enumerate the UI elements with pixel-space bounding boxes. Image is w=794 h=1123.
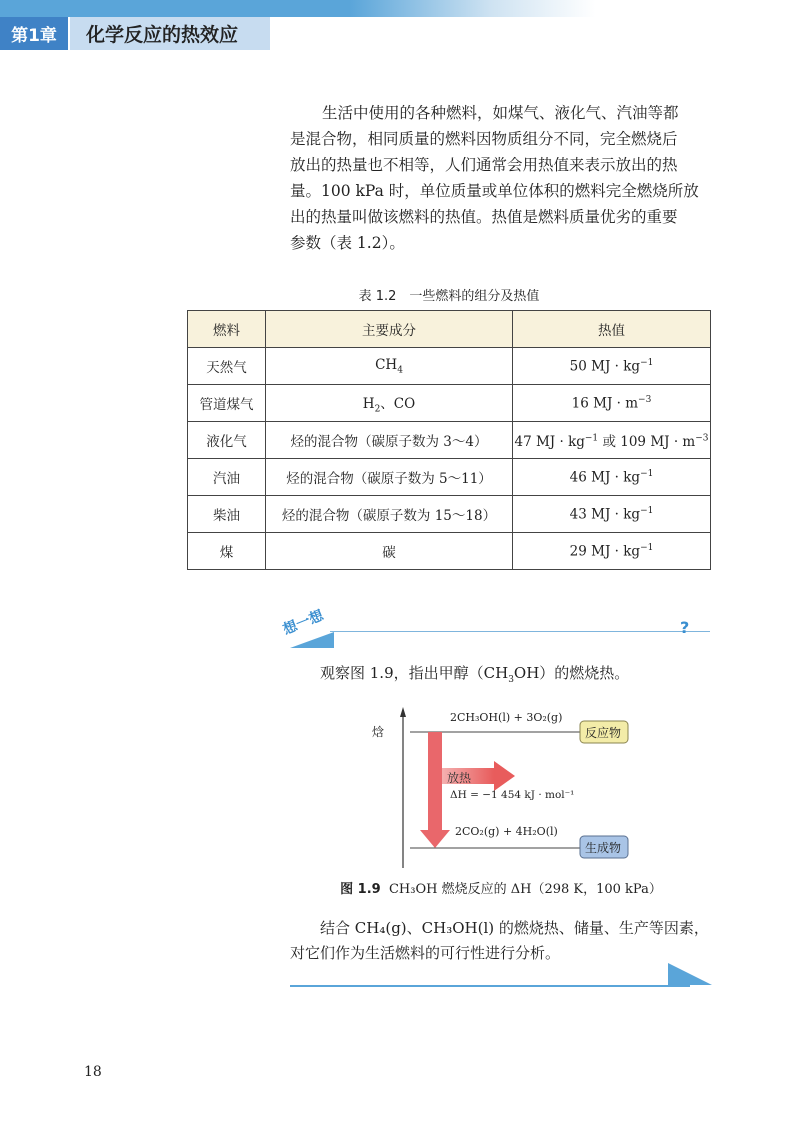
cell-text: 43 MJ · kg [569,506,641,523]
component-cell [266,459,513,496]
fuel-cell: 液化气 [188,422,266,459]
column-header: 热值 [513,311,711,348]
table-row [188,496,711,533]
header-band [0,0,794,17]
cell-text: 4 [397,365,403,376]
cell-text: 2 [374,404,381,415]
cell-text: 烃的混合物（碳原子数为 5～11） [286,471,492,487]
section-end-arrow [668,963,712,985]
chapter-label: 第1章 [0,17,68,50]
table-row [188,385,711,422]
component-cell [266,533,513,570]
page-number: 18 [84,1064,102,1080]
fuel-cell: 柴油 [188,496,266,533]
products-formula: 2CO₂(g) + 4H₂O(l) [455,825,558,838]
cell-text: 50 MJ · kg [569,358,641,375]
value-cell [513,459,711,496]
subscript: 3 [508,675,514,685]
fuel-cell: 汽油 [188,459,266,496]
table-row [188,533,711,570]
cell-text: 烃的混合物（碳原子数为 3～4） [290,434,488,450]
cell-text: −3 [638,394,652,405]
heat-label: 放热 [447,771,472,785]
text-line: 对它们作为生活燃料的可行性进行分析。 [290,944,561,962]
think-badge: 想一想 [280,607,326,639]
table-row [188,459,711,496]
enthalpy-arrow [428,732,442,832]
component-cell [266,385,513,422]
fuel-cell: 天然气 [188,348,266,385]
value-cell [513,496,711,533]
cell-text: −1 [640,357,654,368]
divider [330,631,710,632]
heat-arrow-head [494,761,515,791]
cell-text: 碳 [382,545,396,561]
outro-paragraph [290,916,712,966]
text-line: 参数（表 1.2）。 [290,234,405,252]
value-cell [513,533,711,570]
table-row [188,348,711,385]
fuel-table [187,310,711,570]
y-axis-label: 焓 [372,725,385,739]
cell-text: 47 MJ · kg [514,434,585,450]
figure-number: 图 1.9 [340,882,381,897]
text-line: 结合 CH₄(g)、CH₃OH(l) 的燃烧热、储量、生产等因素， [320,919,709,937]
question-mark-icon: ? [680,618,690,637]
column-header: 主要成分 [266,311,513,348]
cell-text: −1 [640,542,654,553]
figure-caption [290,878,712,897]
text-line: 量。100 kPa 时，单位质量或单位体积的燃料完全燃烧所放 [290,182,699,200]
value-cell [513,422,711,459]
cell-text: 29 MJ · kg [569,543,641,560]
component-cell [266,348,513,385]
divider [290,985,690,987]
text-line: 放出的热量也不相等，人们通常会用热值来表示放出的热 [290,156,678,174]
caption-text: CH₃OH 燃烧反应的 ΔH（298 K，100 kPa） [388,882,662,897]
cell-text: 、CO [380,395,416,412]
text-line: 生活中使用的各种燃料，如煤气、液化气、汽油等都 [322,104,679,122]
axis-arrow [400,707,406,717]
fuel-cell: 管道煤气 [188,385,266,422]
cell-text: −3 [695,433,709,444]
component-cell [266,422,513,459]
column-header: 燃料 [188,311,266,348]
cell-text: 烃的混合物（碳原子数为 15～18） [281,508,497,524]
table-row [188,422,711,459]
product-label: 生成物 [585,841,622,855]
value-cell [513,385,711,422]
table-caption: 表 1.2 一些燃料的组分及热值 [358,289,540,304]
cell-text: −1 [640,468,654,479]
text-line: 出的热量叫做该燃料的热值。热值是燃料质量优劣的重要 [290,208,678,226]
component-cell [266,496,513,533]
think-triangle [290,632,334,648]
enthalpy-arrow-head [420,830,450,848]
think-question [320,662,629,685]
fuel-cell: 煤 [188,533,266,570]
cell-text: 或 109 MJ · m [598,434,696,450]
cell-text: H [362,395,375,412]
cell-text: 46 MJ · kg [569,469,641,486]
delta-h-value: ΔH = −1 454 kJ · mol⁻¹ [450,789,575,801]
cell-text: −1 [584,433,599,444]
cell-text: 16 MJ · m [571,395,639,412]
chapter-title: 化学反应的热效应 [70,17,270,50]
value-cell [513,348,711,385]
enthalpy-diagram [370,703,640,873]
table-header-row [188,311,711,348]
cell-text: −1 [640,505,654,516]
reactant-label: 反应物 [585,726,622,740]
text-line: 是混合物，相同质量的燃料因物质组分不同，完全燃烧后 [290,130,678,148]
text: 观察图 1.9，指出甲醇（CH [320,664,509,682]
reactants-formula: 2CH₃OH(l) + 3O₂(g) [450,711,563,724]
intro-paragraph [290,100,712,256]
cell-text: CH [375,356,398,373]
text: OH）的燃烧热。 [513,664,630,682]
